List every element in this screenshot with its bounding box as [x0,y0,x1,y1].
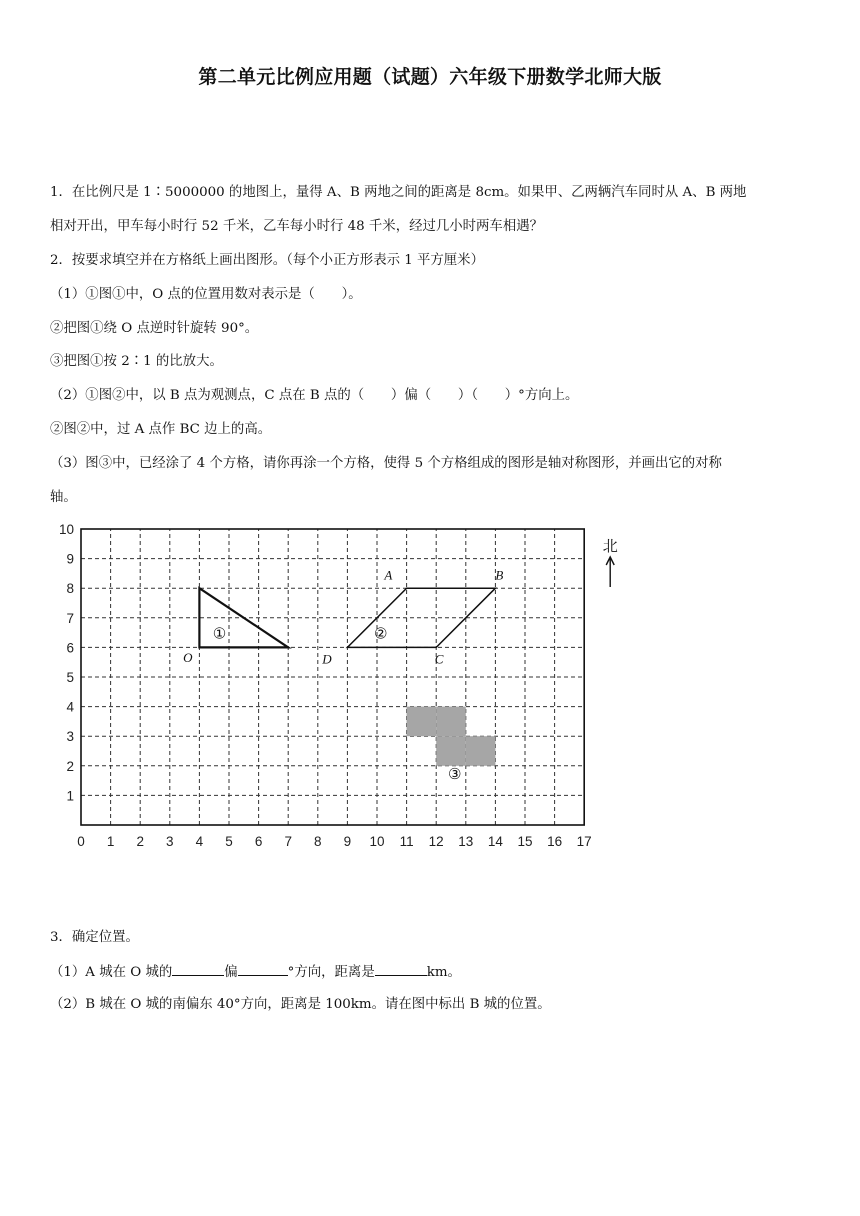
y-tick-label: 3 [66,729,74,745]
shaded-figure-number-label: ③ [448,765,462,784]
vertex-label-c: C [434,651,444,667]
q3-part1 [50,962,820,982]
x-tick-label: 13 [458,834,474,849]
x-tick-label: 6 [254,834,263,849]
shaded-square [436,707,466,737]
north-label: 北 [602,537,618,555]
q3-blank-2[interactable] [238,962,288,976]
vertex-label-b: B [495,567,504,583]
y-tick-label: 2 [66,758,74,774]
x-tick-label: 3 [166,834,174,849]
q2-part1-b: ②把图①绕 O 点逆时针旋转 90°。 [50,321,259,336]
q2-part3-b: 轴。 [50,490,77,505]
q2-part2-a: （2）①图②中，以 B 点为观测点，C 点在 B 点的（ ）偏（ ）（ ）°方向上。 [50,388,579,403]
x-tick-label: 9 [343,834,352,849]
q3-blank-3[interactable] [375,962,427,976]
q3-blank-1[interactable] [172,962,224,976]
vertex-label-o: O [183,650,193,666]
x-tick-label: 7 [284,834,292,849]
q3-part1-suffix: km。 [426,965,461,980]
x-tick-label: 14 [487,834,503,849]
figure-labels [59,522,618,849]
q3-part1-prefix: （1）A 城在 O 城的 [50,965,173,980]
q2-part3-a: （3）图③中，已经涂了 4 个方格，请你再涂一个方格，使得 5 个方格组成的图形是轴对称图形，并画出它的对称 [50,456,722,471]
q3-intro: 3．确定位置。 [50,930,139,945]
q2-part1-a: （1）①图①中，O 点的位置用数对表示是（ ）。 [50,287,362,302]
y-tick-label: 9 [66,551,74,567]
x-tick-label: 5 [225,834,233,849]
vertex-label-d: D [322,651,332,667]
x-tick-label: 10 [369,834,385,849]
y-tick-label: 7 [66,610,74,626]
q3-part1-mid1: 偏 [224,965,238,980]
q1-line1: 1．在比例尺是 1∶5000000 的地图上，量得 A、B 两地之间的距离是 8cm。如果甲、乙两辆汽车同时从 A、B 两地 [50,185,747,200]
x-tick-label: 1 [106,834,115,849]
x-tick-label: 15 [517,834,533,849]
y-tick-label: 8 [66,581,74,597]
page-title: 第二单元比例应用题（试题）六年级下册数学北师大版 [198,66,662,88]
y-tick-label: 4 [66,699,74,715]
x-tick-label: 12 [428,834,444,849]
vertex-label-a: A [384,567,393,583]
q1-line2: 相对开出，甲车每小时行 52 千米，乙车每小时行 48 千米，经过几小时两车相遇？ [50,219,543,234]
grid-figure [56,520,636,856]
q3-part2: （2）B 城在 O 城的南偏东 40°方向，距离是 100km。请在图中标出 B 城的位置。 [50,997,551,1012]
x-tick-label: 17 [576,834,592,849]
y-tick-label: 1 [66,788,74,804]
shaded-square [436,736,466,766]
parallelogram-number-label: ② [374,624,388,643]
x-tick-label: 11 [399,834,414,849]
shaded-square [466,736,496,766]
y-tick-label: 6 [66,640,74,656]
x-tick-label: 8 [314,834,322,849]
y-tick-label: 10 [58,522,74,537]
triangle-number-label: ① [212,624,227,643]
q2-intro: 2．按要求填空并在方格纸上画出图形。（每个小正方形表示 1 平方厘米） [50,253,484,268]
q3-part1-mid2: °方向，距离是 [287,965,375,980]
y-tick-label: 5 [66,670,74,685]
x-tick-label: 0 [77,834,85,849]
grid-lines [81,529,584,825]
x-tick-label: 16 [547,834,563,849]
q2-part1-c: ③把图①按 2∶1 的比放大。 [50,354,223,369]
x-tick-label: 2 [136,834,144,849]
shaded-square [407,707,437,737]
q2-part2-b: ②图②中，过 A 点作 BC 边上的高。 [50,422,272,437]
x-tick-label: 4 [195,834,204,849]
